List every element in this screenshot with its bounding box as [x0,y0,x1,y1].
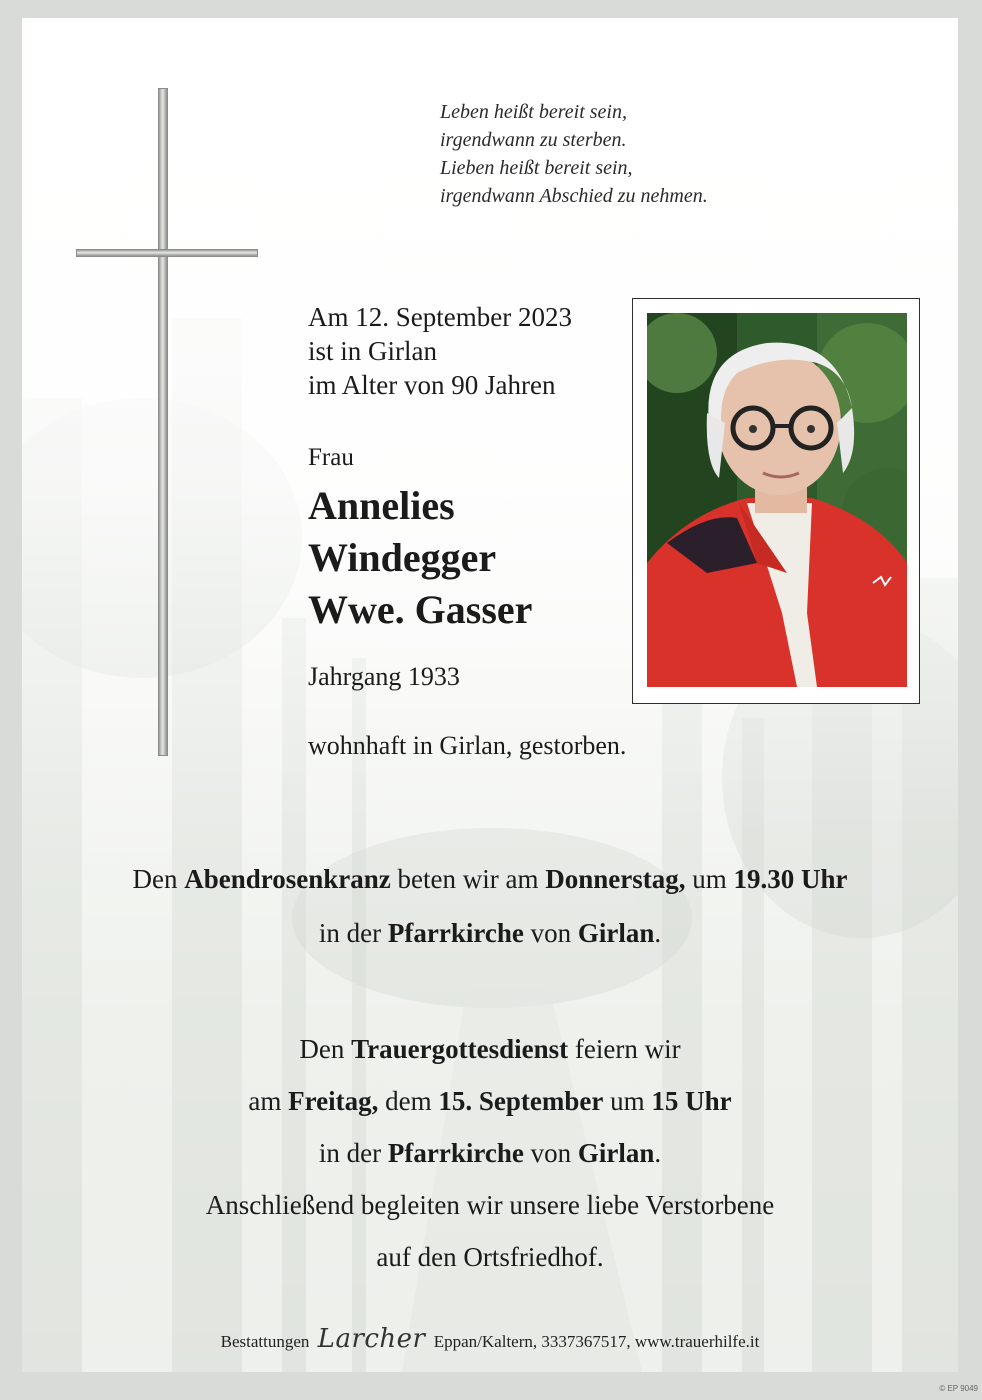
text-span: Girlan [577,1138,655,1168]
birth-year: Jahrgang 1933 [308,662,460,691]
text-span: 15. September [438,1086,604,1116]
service-line-5: auf den Ortsfriedhof. [376,1242,604,1272]
funeral-home-logo: Larcher [317,1324,426,1354]
text-span: beten wir am [390,864,546,894]
intro-line: Am 12. September 2023 [308,302,572,332]
quote-line: irgendwann Abschied zu nehmen. [440,185,708,207]
text-span: Trauergottesdienst [351,1034,569,1064]
text-span: in der [318,1138,388,1168]
text-span: dem [378,1086,439,1116]
name-line: Annelies [308,483,455,528]
portrait-frame [632,298,920,704]
service-line-4: Anschließend begleiten wir unsere liebe Verstorbene [205,1190,775,1220]
death-notice-intro [308,300,572,402]
cross-vertical-bar [158,88,168,756]
text-span: Freitag, [288,1086,379,1116]
text-span: am [248,1086,289,1116]
obituary-card [22,18,958,1372]
text-span: . [654,918,662,948]
text-span: von [523,918,578,948]
text-span: von [523,1138,578,1168]
footer-prefix: Bestattungen [220,1332,310,1351]
name-line: Wwe. Gasser [308,587,533,632]
quote-line: irgendwann zu sterben. [440,129,627,151]
text-span: Abendrosenkranz [184,864,391,894]
rosary-line-1 [22,864,958,895]
rosary-line-2 [22,918,958,949]
funeral-home-footer [22,1324,958,1354]
text-span: . [654,1138,662,1168]
text-span: 15 Uhr [651,1086,732,1116]
deceased-name [308,480,532,636]
text-span: 19.30 Uhr [733,864,848,894]
text-span: Den [132,864,185,894]
text-span: Girlan [577,918,655,948]
residence-text: wohnhaft in Girlan, gestorben. [308,731,627,760]
service-line-1 [22,1034,958,1065]
print-code: © EP 9049 [939,1384,978,1393]
memorial-quote [440,98,860,210]
name-line: Windegger [308,535,497,580]
text-span: Pfarrkirche [387,918,524,948]
cross-horizontal-bar [76,249,258,257]
text-span: um [603,1086,652,1116]
quote-line: Lieben heißt bereit sein, [440,157,633,179]
salutation: Frau [308,444,354,471]
quote-line: Leben heißt bereit sein, [440,101,627,123]
intro-line: im Alter von 90 Jahren [308,370,556,400]
text-span: feiern wir [568,1034,681,1064]
text-span: Den [299,1034,352,1064]
intro-line: ist in Girlan [308,336,437,366]
portrait-photo [647,313,907,687]
service-line-3 [22,1138,958,1169]
service-line-2 [22,1086,958,1117]
text-span: um [685,864,734,894]
text-span: in der [318,918,388,948]
text-span: Donnerstag, [545,864,686,894]
footer-contact: Eppan/Kaltern, 3337367517, www.trauerhilfe.it [433,1332,760,1351]
text-span: Pfarrkirche [387,1138,524,1168]
